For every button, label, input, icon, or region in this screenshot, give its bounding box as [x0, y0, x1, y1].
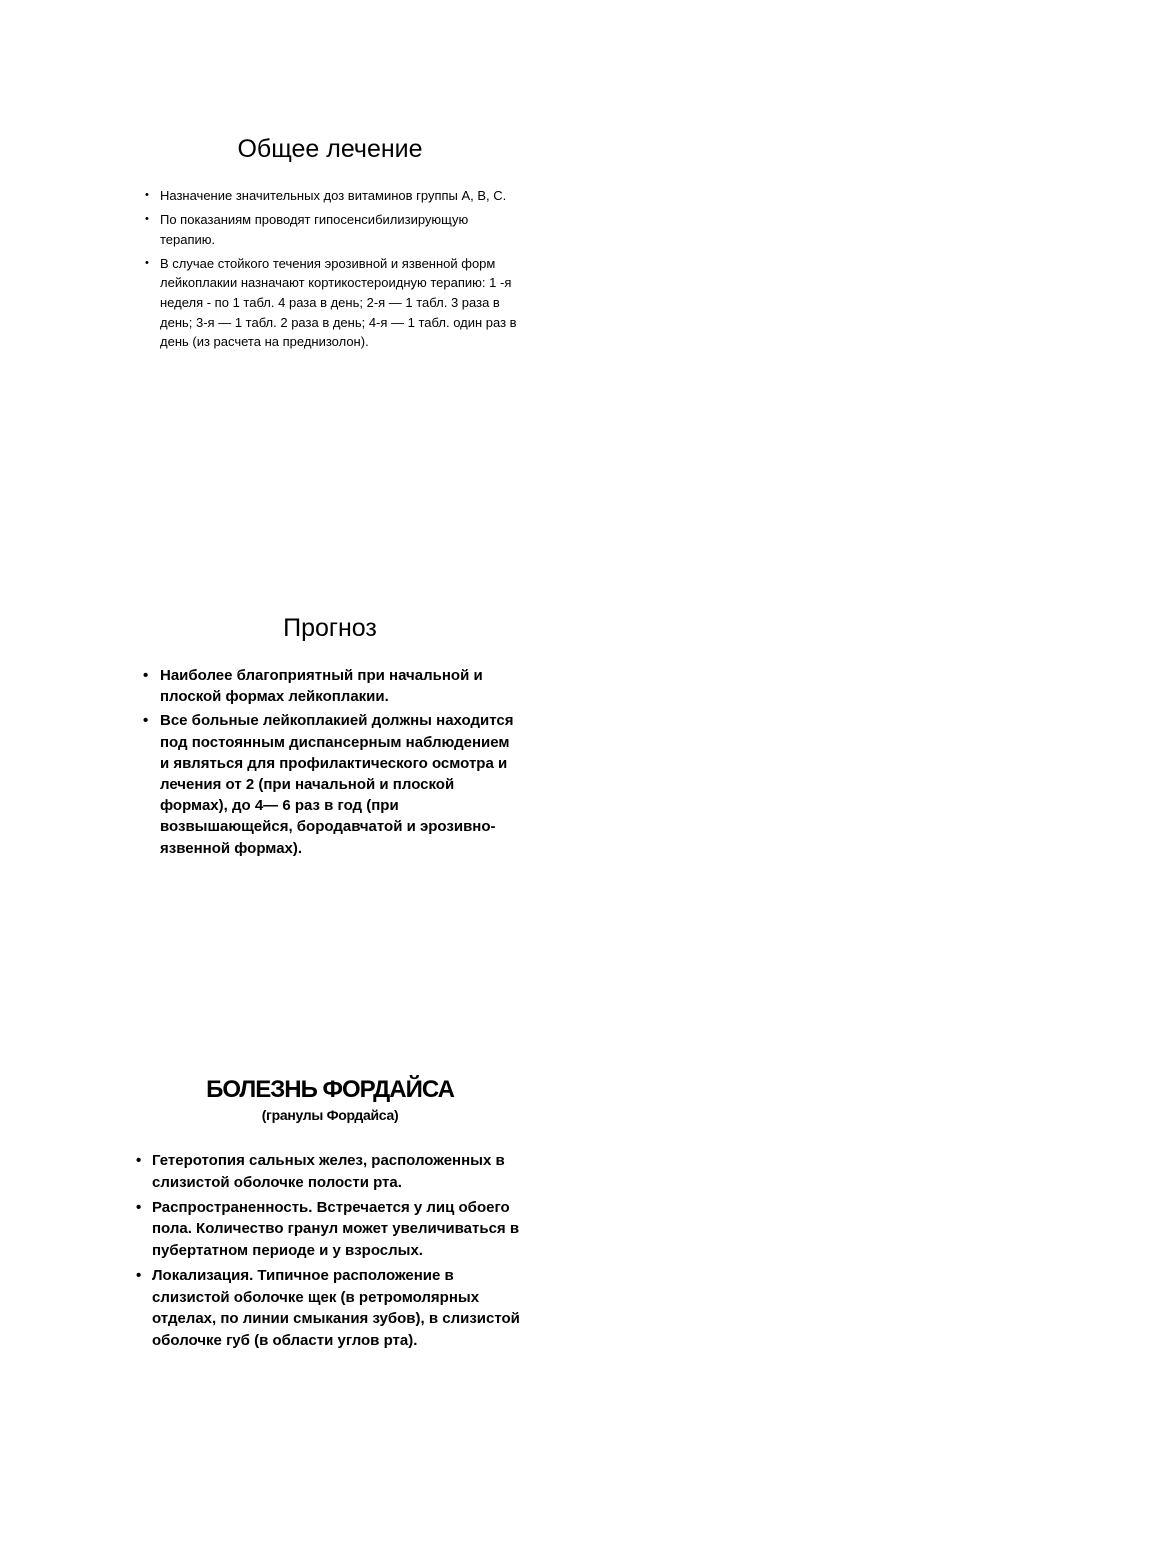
list-item — [130, 665, 520, 707]
slide-title: Прогноз — [283, 614, 377, 642]
bullet-icon: • — [145, 213, 149, 226]
list-item-text: Назначение значительных доз витаминов группы А, В, С. — [160, 188, 507, 203]
list-item — [130, 1150, 522, 1193]
list-item-text: Все больные лейкоплакией должны находится под постоянным диспансерным наблюдением и являться для профилактического осмотра и лечения от 2 (при начальной и плоской формах), до 4— 6 раз в год (при возвышающейся, бородавчатой и эрозивно-язвенной формах). — [160, 712, 514, 857]
slide-subtitle: (гранулы Фордайса) — [261, 1107, 399, 1123]
bullet-icon: • — [143, 712, 149, 730]
list-item-text: Наиболее благоприятный при начальной и плоской формах лейкоплакии. — [160, 667, 483, 706]
slide-general-treatment — [130, 132, 530, 356]
list-item — [130, 1265, 522, 1351]
list-item-text: По показаниям проводят гипосенсибилизирующую терапию. — [160, 212, 469, 247]
bullet-icon: • — [145, 256, 149, 269]
slide-prognosis — [130, 611, 530, 862]
list-item — [130, 1197, 522, 1262]
list-item-text: Гетеротопия сальных желез, расположенных в слизистой оболочке полости рта. — [152, 1152, 505, 1191]
bullet-list — [130, 186, 530, 352]
bullet-icon: • — [136, 1152, 142, 1169]
list-item-text: Распространенность. Встречается у лиц обоего пола. Количество гранул может увеличиваться в пубертатном периоде и у взрослых. — [152, 1198, 520, 1259]
bullet-list — [130, 665, 530, 859]
list-item — [130, 254, 520, 352]
list-item-text: Локализация. Типичное расположение в слизистой оболочке щек (в ретромолярных отделах, по линии смыкания зубов), в слизистой оболочке губ (в области углов рта). — [152, 1266, 520, 1349]
bullet-icon: • — [136, 1266, 142, 1284]
bullet-icon: • — [136, 1198, 142, 1216]
list-item — [130, 210, 520, 249]
list-item — [130, 186, 520, 206]
list-item — [130, 710, 520, 858]
bullet-list — [130, 1150, 530, 1351]
bullet-icon: • — [143, 667, 149, 684]
slide-title: Общее лечение — [237, 135, 423, 163]
slide-title: БОЛЕЗНЬ ФОРДАЙСА — [206, 1076, 454, 1103]
slide-fordyce-disease — [130, 1073, 530, 1355]
list-item-text: В случае стойкого течения эрозивной и язвенной форм лейкоплакии назначают кортикостероидную терапию: 1 -я неделя - по 1 табл. 4 раза в день; 2-я — 1 табл. 3 раза в день; 3-я — 1 табл. 2 раза в день; 4-я — 1 табл. один раз в день (из расчета на преднизолон). — [160, 255, 517, 350]
bullet-icon: • — [145, 189, 149, 201]
